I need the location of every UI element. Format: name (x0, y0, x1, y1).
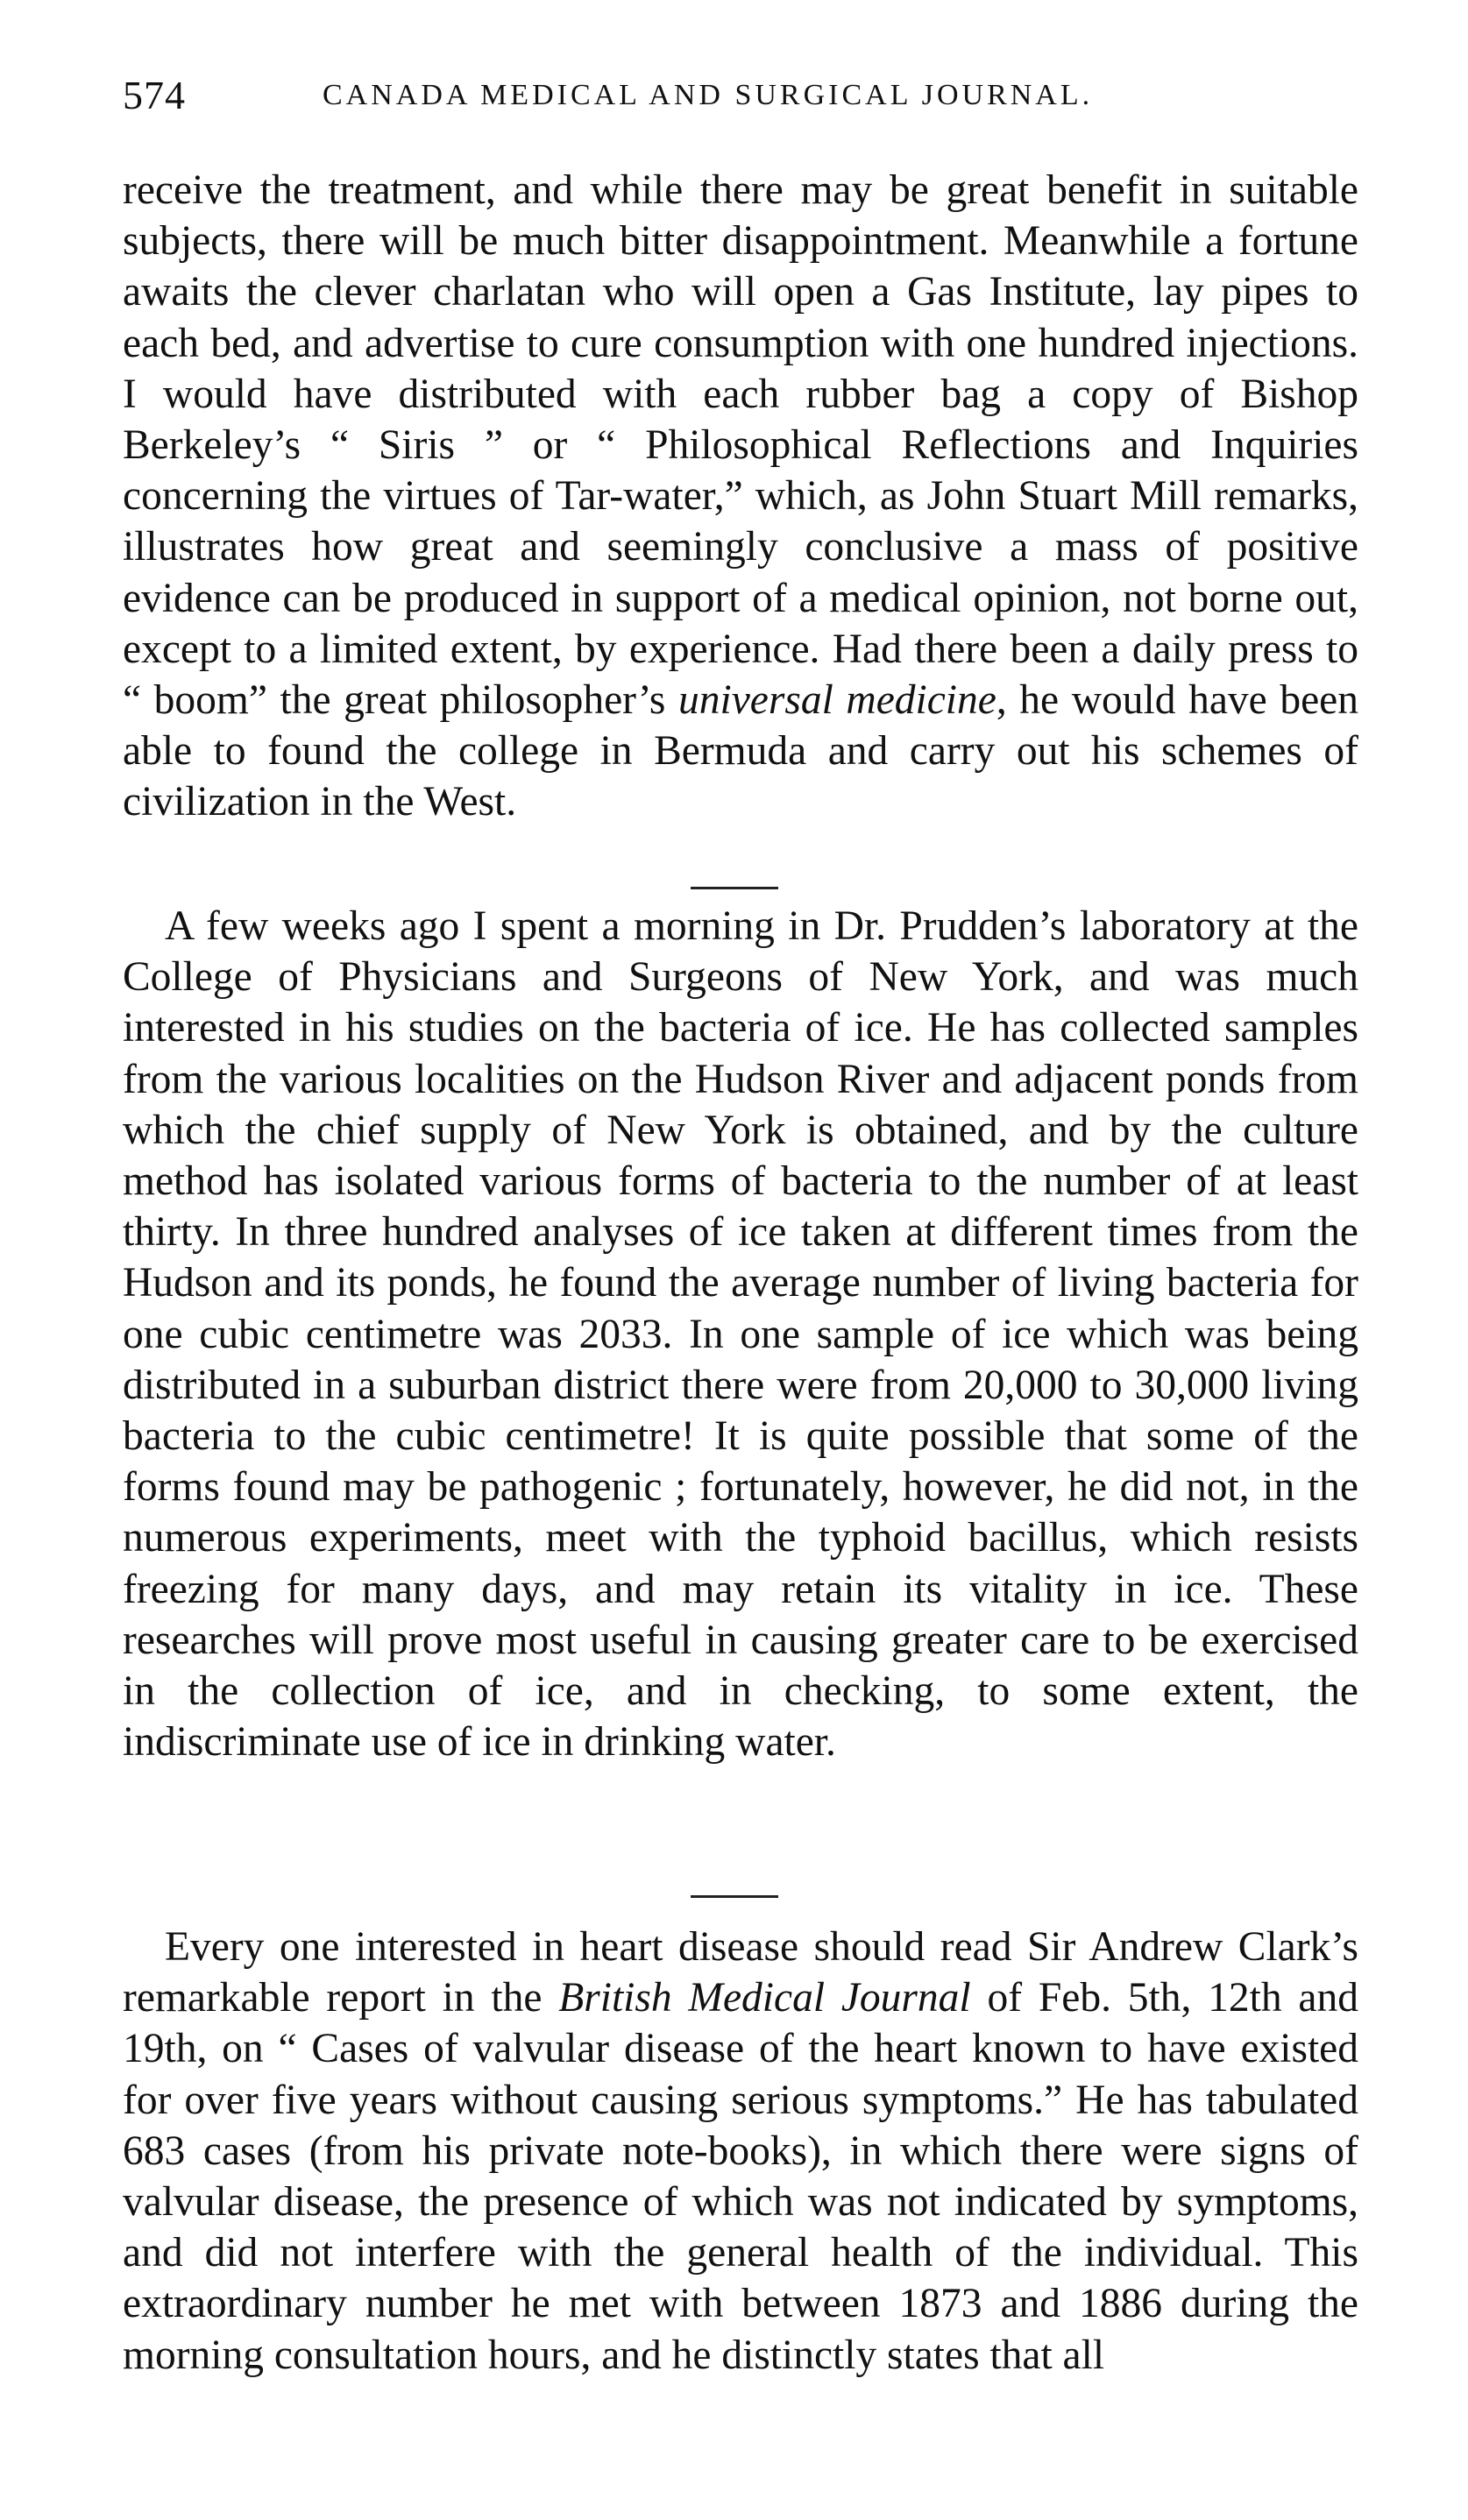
journal-title: CANADA MEDICAL AND SURGICAL JOURNAL. (323, 79, 1094, 111)
running-head (123, 72, 1367, 133)
paragraph-tar-water (123, 165, 1358, 828)
paragraph-text: A few weeks ago I spent a morning in Dr. Prudden’s laboratory at the College of Physicians and Surgeons of New York, and was much interested in his studies on the bacteria of ice. He has collected samples from the various localities on the Hudson River and adjacent ponds from which the chief supply of New York is obtained, and by the culture method has isolated various forms of bacteria to the number of at least thirty. In three hundred analyses of ice taken at different times from the Hudson and its ponds, he found the average number of living bacteria for one cubic centimetre was 2033. In one sample of ice which was being distributed in a suburban district there were from 20,000 to 30,000 living bacteria to the cubic centimetre! It is quite possible that some of the forms found may be pathogenic ; fortunately, however, he did not, in the numerous experiments, meet with the typhoid bacillus, which resists freezing for many days, and may retain its vitality in ice. These researches will prove most useful in causing greater care to be exercised in the collection of ice, and in checking, to some extent, the indiscriminate use of ice in drinking water. (123, 903, 1358, 1766)
paragraph-heart-disease (123, 1922, 1358, 2381)
paragraph-text: receive the treatment, and while there may be great benefit in suitable subjects, there will be much bitter disappointment. Meanwhile a fortune awaits the clever charlatan who will open a Gas Institute, lay pipes to each bed, and advertise to cure consumption with one hundred injections. I would have distributed with each rubber bag a copy of Bishop Berkeley’s “ Siris ” or “ Philosophical Reflections and Inquiries concerning the virtues of Tar-water,” which, as John Stuart Mill remarks, illustrates how great and seemingly conclusive a mass of positive evidence can be produced in support of a medical opinion, not borne out, except to a limited extent, by experience. Had there been a daily press to “ boom” the great philosopher’s (123, 167, 1358, 724)
paragraph-text: of Feb. 5th, 12th and 19th, on “ Cases of valvular disease of the heart known to have existed for over five years without causing serious symptoms.” He has tabulated 683 cases (from his private note-books), in which there were signs of valvular disease, the presence of which was not indicated by symptoms, and did not interfere with the general health of the individual. This extraordinary number he met with between 1873 and 1886 during the morning consultation hours, and he distinctly states that all (123, 1975, 1358, 2378)
page-number: 574 (123, 73, 186, 117)
italic-phrase: universal medicine (678, 677, 996, 724)
section-divider (691, 887, 778, 889)
paragraph-text: Every one interested in heart disease should read Sir Andrew Clark’s remarkable report in the (123, 1924, 1358, 2021)
section-divider (691, 1895, 778, 1898)
italic-journal-name: British Medical Journal (558, 1975, 971, 2021)
paragraph-ice-bacteria (123, 901, 1358, 1767)
paragraph-text: , he would have been able to found the college in Bermuda and carry out his schemes of civilization in the West. (123, 677, 1358, 825)
